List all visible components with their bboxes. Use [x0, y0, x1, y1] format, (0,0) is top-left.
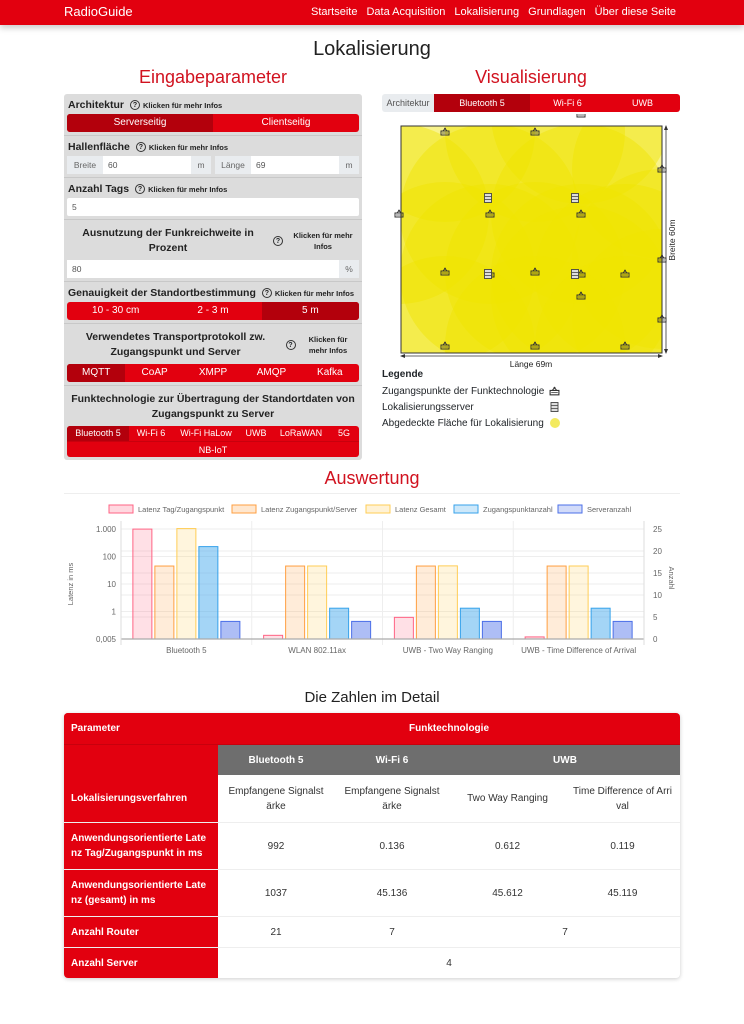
accuracy-help[interactable]	[262, 288, 354, 298]
legend-label[interactable]: Zugangspunktanzahl	[483, 505, 553, 514]
divider	[64, 493, 680, 494]
server-icon	[485, 270, 492, 279]
help-text: Klicken für mehr Infos	[148, 142, 229, 152]
table-cell: 7	[562, 926, 568, 938]
y2-tick-label: 10	[653, 591, 662, 600]
option-amqp[interactable]: AMQP	[256, 367, 287, 378]
y-tick-label: 1	[111, 607, 116, 617]
tab-architektur[interactable]: Architektur	[382, 94, 434, 112]
table-cell: 45.136	[376, 887, 408, 899]
option-uwb[interactable]: UWB	[245, 428, 267, 438]
range-input[interactable]: 80	[67, 260, 339, 278]
legend-label-area: Abgedeckte Fläche für Lokalisierung	[382, 417, 544, 429]
table-cell: Empfangene Signalst ärke	[228, 785, 324, 812]
page-title: Lokalisierung	[313, 38, 431, 60]
nav-link-data-acquisition[interactable]: Data Acquisition	[366, 6, 446, 18]
help-icon: ?	[130, 100, 140, 110]
legend-label-server: Lokalisierungsserver	[382, 401, 474, 413]
table-cell: Time Difference of Arri val	[573, 785, 672, 812]
coverage-dot-icon	[550, 418, 560, 428]
hall-group	[64, 136, 362, 178]
table-cell: 0.612	[494, 840, 521, 852]
architecture-toggle	[67, 114, 359, 132]
table-cell: 1037	[264, 887, 288, 899]
server-icon	[572, 270, 579, 279]
option-xmpp[interactable]: XMPP	[198, 367, 228, 378]
row-label: Anwendungsorientierte Late nz (gesamt) in ms	[64, 870, 218, 916]
table-cell: 992	[267, 840, 285, 852]
nav-link-startseite[interactable]: Startseite	[310, 6, 358, 18]
architecture-help[interactable]	[130, 100, 222, 110]
y-axis-title: Latenz in ms	[66, 562, 75, 606]
protocol-help[interactable]: Klicken für mehr Infos	[308, 335, 348, 355]
option-coap[interactable]: CoAP	[141, 367, 168, 378]
option-bluetooth5[interactable]: Bluetooth 5	[67, 426, 129, 441]
header-uwb: UWB	[450, 745, 680, 775]
legend-swatch[interactable]	[366, 505, 390, 513]
width-dimension-label: Breite 60m	[667, 219, 677, 261]
table-cell: 45.119	[607, 887, 638, 899]
map-legend	[382, 369, 562, 431]
visual-tabs	[382, 94, 680, 112]
table-cell: 45.612	[492, 887, 523, 899]
length-input[interactable]: 69	[251, 156, 339, 174]
nav-link-grundlagen[interactable]: Grundlagen	[528, 6, 586, 18]
option-10-30cm[interactable]: 10 - 30 cm	[92, 305, 140, 316]
row-label: Anzahl Server	[64, 948, 218, 978]
tech-label: Funktechnologie zur Übertragung der Standortdaten von Zugangspunkt zu Server	[71, 393, 355, 420]
bar-serveranzahl[interactable]	[613, 621, 632, 639]
server-icon	[485, 194, 492, 203]
option-wifi-halow[interactable]: Wi-Fi HaLow	[180, 428, 232, 438]
bar-zugangspunktanzahl[interactable]	[591, 608, 610, 639]
bar-zugangspunktanzahl[interactable]	[460, 608, 479, 639]
nav-link-ueber[interactable]: Über diese Seite	[594, 6, 676, 18]
table-row	[64, 822, 680, 869]
table-row	[64, 869, 680, 916]
table-row-server	[64, 947, 680, 978]
option-2-3m[interactable]: 2 - 3 m	[197, 305, 229, 316]
legend-label[interactable]: Latenz Zugangspunkt/Server	[261, 505, 358, 514]
header-wifi6: Wi-Fi 6	[334, 745, 450, 775]
option-nb-iot[interactable]: NB-IoT	[67, 441, 359, 457]
length-dimension-label: Länge 69m	[509, 359, 553, 369]
header-parameter: Parameter	[64, 713, 218, 744]
tech-toggle	[67, 426, 359, 457]
tags-label: Anzahl Tags	[68, 183, 130, 195]
navbar	[0, 0, 744, 25]
tech-group	[64, 386, 362, 460]
x-tick-label: UWB - Time Difference of Arrival	[521, 646, 637, 655]
protocol-label: Verwendetes Transportprotokoll zw. Zugangspunkt und Server	[85, 331, 266, 358]
x-tick-label: Bluetooth 5	[166, 646, 207, 655]
x-tick-label: WLAN 802.11ax	[288, 646, 346, 655]
bar-latenz-gesamt[interactable]	[569, 566, 588, 639]
table-cell: 21	[270, 926, 282, 938]
accuracy-label: Genauigkeit der Standortbestimmung	[68, 287, 256, 299]
bar-latenz-zugangspunkt-server[interactable]	[416, 566, 435, 639]
server-icon	[549, 402, 560, 412]
bar-latenz-zugangspunkt-server[interactable]	[286, 566, 305, 639]
option-5m[interactable]: 5 m	[262, 302, 359, 320]
help-icon: ?	[262, 288, 272, 298]
help-icon[interactable]: ?	[273, 236, 283, 246]
legend-swatch[interactable]	[109, 505, 133, 513]
option-serverseitig[interactable]: Serverseitig	[67, 114, 213, 132]
legend-label[interactable]: Latenz Tag/Zugangspunkt	[138, 505, 225, 514]
tags-group	[64, 178, 362, 220]
bar-zugangspunktanzahl[interactable]	[330, 608, 349, 639]
table-cell: 4	[446, 957, 452, 969]
legend-label[interactable]: Serveranzahl	[587, 505, 632, 514]
x-tick-label: UWB - Two Way Ranging	[402, 646, 493, 655]
input-section-title: Eingabeparameter	[138, 67, 288, 87]
accuracy-toggle	[67, 302, 359, 320]
legend-swatch[interactable]	[232, 505, 256, 513]
length-unit: m	[339, 156, 359, 174]
bar-serveranzahl[interactable]	[352, 621, 371, 639]
y2-tick-label: 15	[653, 569, 662, 578]
tab-uwb[interactable]: UWB	[605, 94, 680, 112]
tab-bluetooth5[interactable]: Bluetooth 5	[434, 94, 530, 112]
table-tech-row	[64, 744, 680, 775]
brand-logo[interactable]: RadioGuide	[64, 4, 133, 19]
table-row	[64, 775, 680, 822]
help-icon: ?	[135, 184, 145, 194]
access-point-icon	[577, 114, 585, 117]
coverage-map	[382, 114, 682, 370]
table-header-row	[64, 713, 680, 744]
table-cell: 0.136	[379, 840, 405, 852]
bar-serveranzahl[interactable]	[221, 621, 240, 639]
bar-latenz-tag-zugangspunkt[interactable]	[133, 529, 152, 639]
legend-swatch[interactable]	[558, 505, 582, 513]
hall-help[interactable]	[136, 142, 228, 152]
table-cell: Two Way Ranging	[467, 793, 548, 804]
option-kafka[interactable]: Kafka	[317, 367, 343, 378]
protocol-group	[64, 324, 362, 386]
nav-links	[311, 6, 676, 18]
table-cell: 7	[389, 926, 395, 938]
option-wifi6[interactable]: Wi-Fi 6	[136, 428, 166, 438]
latency-chart	[60, 498, 685, 663]
bar-serveranzahl[interactable]	[482, 621, 501, 639]
server-icon	[572, 194, 579, 203]
help-text: Klicken für mehr Infos	[274, 288, 355, 298]
y-tick-label: 100	[102, 552, 116, 562]
evaluation-title: Auswertung	[324, 468, 420, 488]
header-funktechnologie: Funktechnologie	[409, 723, 489, 734]
length-addon: Länge	[215, 156, 251, 174]
range-group	[64, 220, 362, 282]
access-point-icon	[549, 386, 560, 396]
y2-tick-label: 25	[653, 525, 662, 534]
legend-label-ap: Zugangspunkte der Funktechnologie	[382, 385, 545, 397]
bar-latenz-tag-zugangspunkt[interactable]	[394, 617, 413, 639]
legend-item-server	[382, 399, 560, 415]
architecture-group	[64, 94, 362, 136]
table-row-router	[64, 916, 680, 947]
tab-wifi6[interactable]: Wi-Fi 6	[530, 94, 605, 112]
row-label: Lokalisierungsverfahren	[64, 775, 218, 822]
help-text: Klicken für mehr Infos	[148, 184, 228, 194]
width-addon: Breite	[67, 156, 103, 174]
bar-zugangspunktanzahl[interactable]	[199, 547, 218, 639]
help-icon[interactable]: ?	[286, 340, 296, 350]
option-lorawan[interactable]: LoRaWAN	[279, 428, 323, 438]
range-label: Ausnutzung der Funkreichweite in Prozent	[82, 227, 254, 254]
legend-label[interactable]: Latenz Gesamt	[395, 505, 446, 514]
bar-latenz-gesamt[interactable]	[438, 566, 457, 639]
architecture-label: Architektur	[68, 99, 125, 111]
legend-item-ap	[382, 383, 560, 399]
visual-section-title: Visualisierung	[475, 67, 587, 87]
option-clientseitig[interactable]: Clientseitig	[261, 117, 311, 128]
bar-latenz-gesamt[interactable]	[177, 529, 196, 639]
legend-title: Legende	[382, 369, 424, 380]
range-help[interactable]: Klicken für mehr Infos	[293, 231, 353, 251]
bar-latenz-zugangspunkt-server[interactable]	[547, 566, 566, 639]
y2-tick-label: 20	[653, 547, 662, 556]
details-table	[64, 713, 680, 978]
y2-tick-label: 0	[653, 635, 658, 644]
y-tick-label: 1.000	[95, 525, 116, 534]
row-label: Anwendungsorientierte Late nz Tag/Zugangspunkt in ms	[64, 823, 218, 869]
nav-link-lokalisierung[interactable]: Lokalisierung	[454, 6, 520, 18]
legend-swatch[interactable]	[454, 505, 478, 513]
header-empty	[64, 745, 218, 775]
protocol-toggle	[67, 364, 359, 382]
hall-label: Hallenfläche	[68, 141, 130, 153]
table-cell: Empfangene Signalst ärke	[344, 785, 440, 812]
table-cell: 0.119	[610, 840, 635, 852]
width-unit: m	[191, 156, 211, 174]
help-icon: ?	[136, 142, 146, 152]
input-panel	[64, 94, 362, 460]
range-unit: %	[339, 260, 359, 278]
tags-input[interactable]: 5	[67, 198, 359, 216]
bar-latenz-zugangspunkt-server[interactable]	[155, 566, 174, 639]
tags-help[interactable]	[135, 184, 227, 194]
header-bluetooth5: Bluetooth 5	[218, 745, 334, 775]
y2-axis-title: Anzahl	[667, 566, 676, 590]
details-title: Die Zahlen im Detail	[304, 689, 440, 706]
legend-item-area	[382, 415, 560, 431]
option-5g[interactable]: 5G	[337, 428, 350, 438]
y2-tick-label: 5	[653, 613, 658, 622]
help-text: Klicken für mehr Infos	[143, 100, 223, 110]
width-input[interactable]: 60	[103, 156, 191, 174]
y-tick-label: 0,005	[95, 635, 116, 644]
bar-latenz-gesamt[interactable]	[308, 566, 327, 639]
accuracy-group	[64, 282, 362, 324]
row-label: Anzahl Router	[64, 917, 218, 947]
option-mqtt[interactable]: MQTT	[67, 364, 125, 382]
y-tick-label: 10	[107, 580, 116, 589]
